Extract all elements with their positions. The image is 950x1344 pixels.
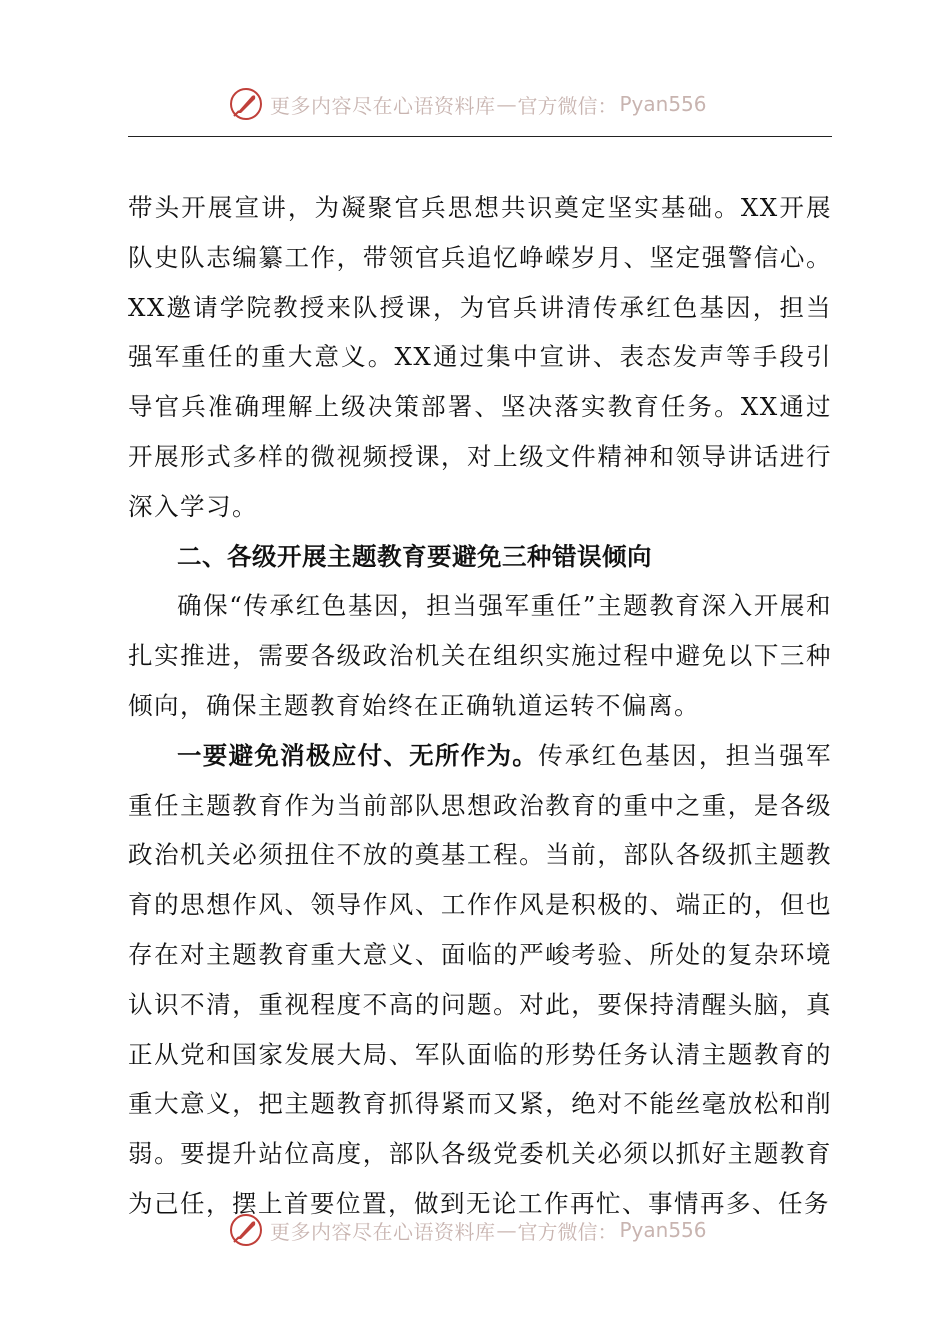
document-body [128, 183, 832, 1229]
section-heading: 二、各级开展主题教育要避免三种错误倾向 [177, 541, 652, 571]
banner-wechat-label: 官方微信： [517, 1219, 618, 1244]
banner-title: 更多内容尽在心语资料库 [270, 93, 496, 118]
header-divider [128, 136, 832, 137]
banner-wechat-label: 官方微信： [517, 93, 618, 118]
quill-logo-icon [228, 1212, 264, 1248]
paragraph-3 [128, 731, 832, 1229]
paragraph-3-body: 传承红色基因，担当强军重任主题教育作为当前部队思想政治教育的重中之重，是各级政治机关必须扭住不放的奠基工程。当前，部队各级抓主题教育的思想作风、领导作风、工作作风是积极的、端正的，但也存在对主题教育重大意义、面临的严峻考验、所处的复杂环境认识不清，重视程度不高的问题。对此，要保持清醒头脑，真正从党和国家发展大局、军队面临的形势任务认清主题教育的重大意义，把主题教育抓得紧而又紧，绝对不能丝毫放松和削弱。要提升站位高度，部队各级党委机关必须以抓好主题教育为己任，摆上首要位置，做到无论工作再忙、事情再多、任务 [128, 740, 833, 1218]
banner-dash: — [496, 92, 517, 116]
paragraph-3-lead: 一要避免消极应付、无所作为。 [177, 740, 539, 770]
banner-wechat-handle: Pyan556 [619, 92, 707, 116]
banner-title: 更多内容尽在心语资料库 [270, 1219, 496, 1244]
quill-logo-icon [228, 86, 264, 122]
paragraph-1: 带头开展宣讲，为凝聚官兵思想共识奠定坚实基础。XX开展队史队志编纂工作，带领官兵追忆峥嵘岁月、坚定强警信心。XX邀请学院教授来队授课，为官兵讲清传承红色基因，担当强军重任的重大意义。XX通过集中宣讲、表态发声等手段引导官兵准确理解上级决策部署、坚决落实教育任务。XX通过开展形式多样的微视频授课，对上级文件精神和领导讲话进行深入学习。 [128, 193, 832, 521]
paragraph-2: 确保“传承红色基因，担当强军重任”主题教育深入开展和扎实推进，需要各级政治机关在组织实施过程中避免以下三种倾向，确保主题教育始终在正确轨道运转不偏离。 [128, 591, 832, 720]
banner-dash: — [496, 1218, 517, 1242]
header-banner [228, 84, 748, 124]
footer-banner [228, 1210, 748, 1250]
banner-wechat-handle: Pyan556 [619, 1218, 707, 1242]
